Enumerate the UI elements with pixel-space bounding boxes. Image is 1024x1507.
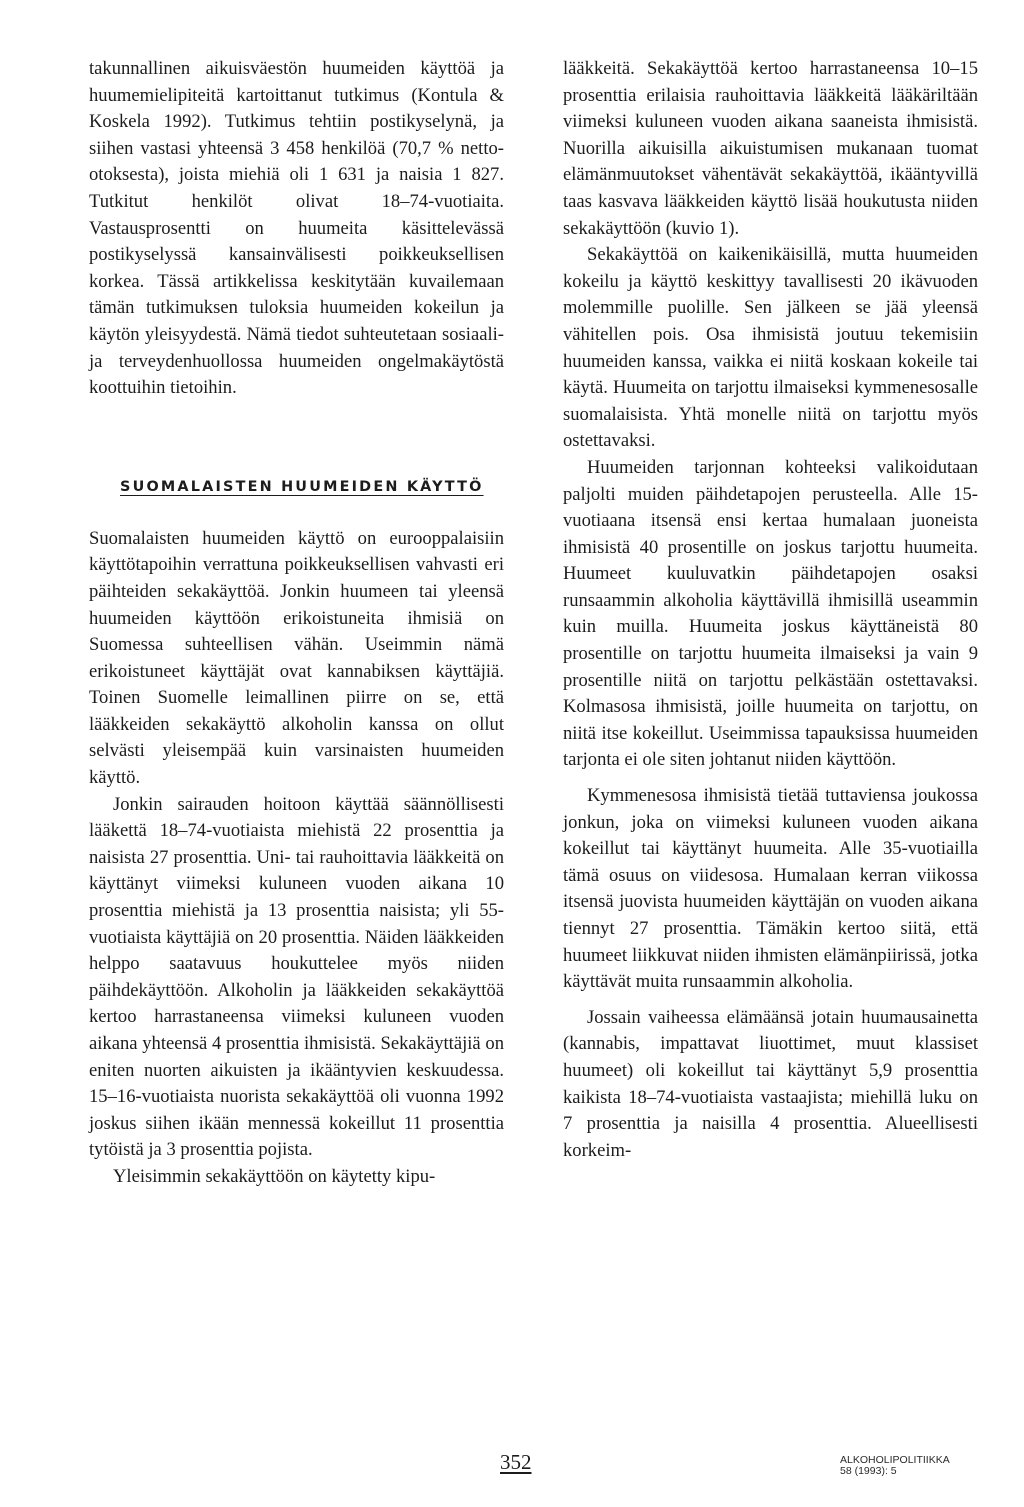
body-paragraph: Kymmenesosa ihmisistä tietää tuttaviensa joukossa jonkun, joka on viimeksi kuluneen vuoden aikana kokeillut tai käyttänyt huumeita. Alle 35-vuotiailla tämä osuus on viidesosa. Humalaan kerran viikossa itsensä juovista huumeiden käyttäjän on vuoden aikana tiennyt 27 prosenttia. Tämäkin kertoo siitä, että huumeet liikkuvat niiden ihmisten elämänpiirissä, jotka käyttävät muita runsaammin alkoholia. — [563, 785, 978, 993]
journal-name: ALKOHOLIPOLITIIKKA — [840, 1454, 950, 1466]
body-paragraph: Huumeiden tarjonnan kohteeksi valikoidutaan paljolti muiden päihdetapojen perusteella. Alle 15-vuotiaana itsensä ensi kertaa humalaan juoneista ihmisistä 40 prosentille on joskus tarjottu huumeita. Huumeet kuuluvatkin päihdetapojen osaksi runsaammin alkoholia käyttävillä ihmisillä useammin kuin muilla. Huumeita joskus käyttäneistä 80 prosentille on tarjottu huumeita ilmaiseksi ja vain 9 prosentille niitä on tarjottu pelkästään ostettavaksi. Kolmasosa ihmisistä, joille huumeita on tarjottu, on niitä itse kokeillut. Useimmissa tapauksissa huumeiden tarjonta ei ole siten johtanut niiden käyttöön. — [563, 456, 978, 771]
body-paragraph: Suomalaisten huumeiden käyttö on eurooppalaisiin käyttötapoihin verrattuna poikkeuksellisen vahvasti eri päihteiden sekakäyttöä. Jonkin huumeen tai yleensä huumeiden käyttöön erikoistuneita ihmisiä on Suomessa suhteellisen vähän. Useimmin nämä erikoistuneet käyttäjät ovat kannabiksen käyttäjiä. Toinen Suomelle leimallinen piirre on se, että lääkkeiden sekakäyttö alkoholin kanssa on ollut selvästi yleisempää kuin varsinaisten huumeiden käyttö. — [89, 527, 504, 789]
body-paragraph: lääkkeitä. Sekakäyttöä kertoo harrastaneensa 10–15 prosenttia erilaisia rauhoittavia lääkkeitä lääkäriltään viimeksi kuluneen vuoden aikana saaneista ihmisistä. Nuorilla aikuisilla aikuistumisen mukanaan tuomat elämänmuutokset vähentävät sekakäyttöä, ikääntyvillä taas kasvava lääkkeiden käyttö lisää houkutusta niiden sekakäyttöön (kuvio 1). — [563, 58, 978, 239]
journal-issue: 58 (1993): 5 — [840, 1465, 897, 1477]
section-heading — [120, 477, 504, 497]
section-heading-text: SUOMALAISTEN HUUMEIDEN KÄYTTÖ — [120, 478, 484, 495]
body-paragraph: Jonkin sairauden hoitoon käyttää säännöllisesti lääkettä 18–74-vuotiaista miehistä 22 prosenttia ja naisista 27 prosenttia. Uni- tai rauhoittavia lääkkeitä on käyttänyt viimeksi kuluneen vuoden aikana 10 prosenttia miehistä ja 13 prosenttia naisista; yli 55-vuotiaista käyttäjiä on 20 prosenttia. Näiden lääkkeiden helppo saatavuus houkuttelee myös niiden päihdekäyttöön. Alkoholin ja lääkkeiden sekakäyttöä kertoo harrastaneensa viimeksi kuluneen vuoden aikana yhteensä 4 prosenttia ihmisistä. Sekakäyttäjiä on eniten nuorten aikuisten ja ikääntyvien keskuudessa. 15–16-vuotiaista nuorista sekakäyttöä oli vuonna 1992 joskus siihen ikään mennessä kokeillut 11 prosenttia tytöistä ja 3 prosenttia pojista. — [89, 793, 504, 1161]
page-number: 352 — [500, 1450, 532, 1474]
body-paragraph: Jossain vaiheessa elämäänsä jotain huumausainetta (kannabis, impattavat liuottimet, muut klassiset huumeet) oli kokeillut tai käyttänyt 5,9 prosenttia kaikista 18–74-vuotiaista vastaajista; miehillä luku on 7 prosenttia ja naisilla 4 prosenttia. Alueellisesti korkeim- — [563, 1006, 978, 1161]
right-column — [563, 56, 978, 1164]
journal-info — [840, 1455, 950, 1477]
intro-paragraph: takunnallinen aikuisväestön huumeiden käyttöä ja huumemielipiteitä kartoittanut tutkimus (Kontula & Koskela 1992). Tutkimus tehtiin postikyselynä, ja siihen vastasi yhteensä 3 458 henkilöä (70,7 % netto-otoksesta), joista miehiä oli 1 631 ja naisia 1 827. Tutkitut henkilöt olivat 18–74-vuotiaita. Vastausprosentti on huumeita käsittelevässä postikyselyssä kansainvälisesti poikkeuksellisen korkea. Tässä artikkelissa keskitytään kuvailemaan tämän tutkimuksen tuloksia huumeiden kokeilun ja käytön yleisyydestä. Nämä tiedot suhteutetaan sosiaali- ja terveydenhuollossa huumeiden ongelmakäytöstä koottuihin tietoihin. — [89, 58, 504, 399]
body-paragraph: Yleisimmin sekakäyttöön on käytetty kipu- — [113, 1165, 436, 1187]
left-column — [89, 56, 504, 1191]
body-paragraph: Sekakäyttöä on kaikenikäisillä, mutta huumeiden kokeilu ja käyttö keskittyy tavallisesti 20 ikävuoden molemmille puolille. Sen jälkeen se jää yleensä vähitellen pois. Osa ihmisistä joutuu tekemisiin huumeiden kanssa, vaikka ei niitä koskaan kokeile tai käytä. Huumeita on tarjottu ilmaiseksi kymmenesosalle suomalaisista. Yhtä monelle niitä on tarjottu myös ostettavaksi. — [563, 244, 978, 452]
